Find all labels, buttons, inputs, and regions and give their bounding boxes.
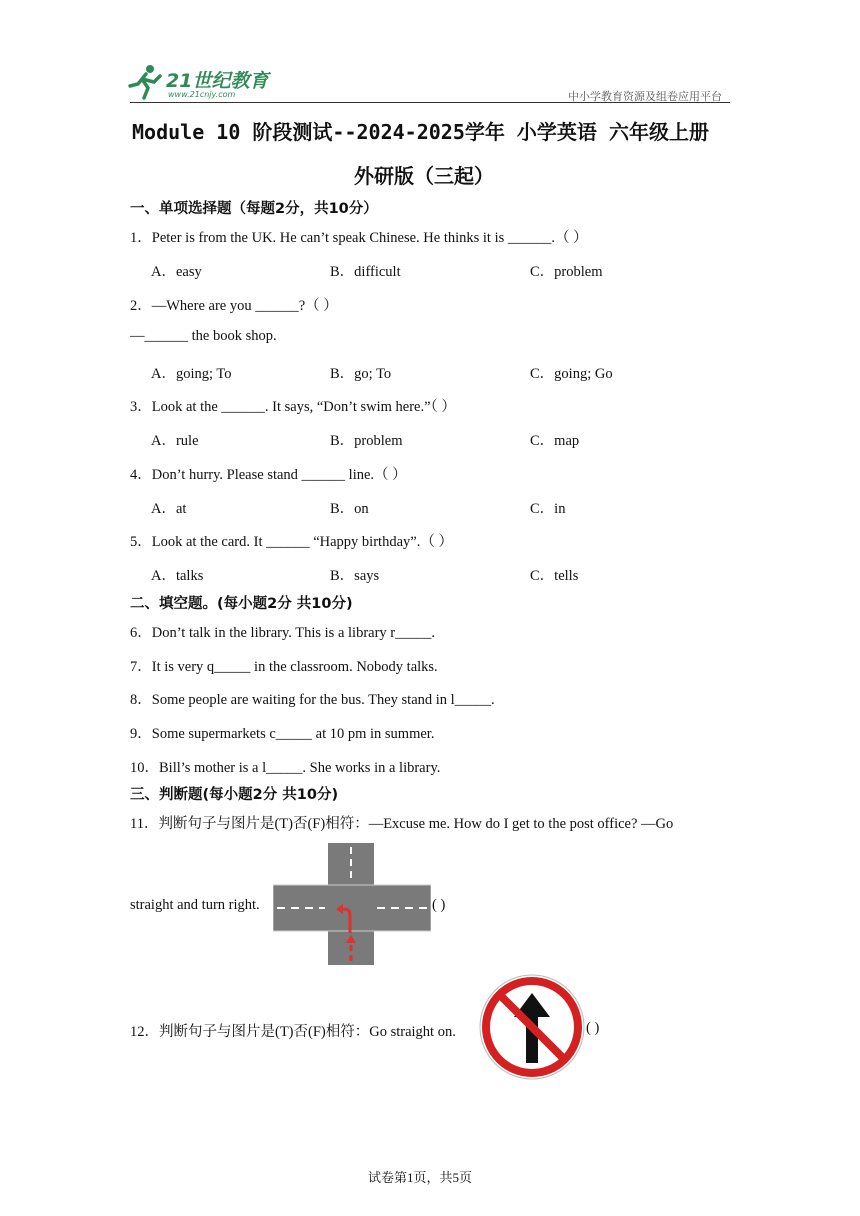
option-b: B．says [330,568,380,584]
question-stem: 12．判断句子与图片是(T)否(F)相符：Go straight on. [130,1024,456,1040]
question-stem: 11．判断句子与图片是(T)否(F)相符：—Excuse me. How do I get to the post office? —Go [130,816,674,832]
logo [128,64,268,104]
option-a: A．at [151,501,187,517]
answer-paren: ( ) [432,897,446,913]
option-b: B．difficult [330,264,401,280]
logo-url: www.21cnjy.com [168,90,236,99]
option-c: C．in [530,501,566,517]
logo-text: 21世纪教育 [166,70,269,92]
option-c: C．map [530,433,580,449]
option-a: A．easy [151,264,202,280]
option-b: B．on [330,501,369,517]
option-c: C．tells [530,568,579,584]
question-stem: 7．It is very q_____ in the classroom. Nobody talks. [130,659,438,675]
answer-paren: ( ) [586,1020,600,1036]
option-b: B．go; To [330,366,392,382]
question-stem: 10．Bill’s mother is a l_____. She works in a library. [130,760,441,776]
section-heading: 三、判断题(每小题2分 共10分) [130,787,339,803]
no-straight-sign-icon [478,973,586,1081]
page-title: Module 10 阶段测试--2024-2025学年 小学英语 六年级上册 [132,120,709,144]
question-stem: 4．Don’t hurry. Please stand ______ line.（ ） [130,467,407,483]
option-c: C．going; Go [530,366,613,382]
tagline: 中小学教育资源及组卷应用平台 [568,90,722,103]
section-heading: 一、单项选择题（每题2分，共10分） [130,201,378,217]
question-stem-line2: —______ the book shop. [130,328,277,344]
option-a: A．going; To [151,366,232,382]
section-heading: 二、填空题。(每小题2分 共10分) [130,596,353,612]
question-stem: 3．Look at the ______. It says, “Don’t swim here.”（ ） [130,399,456,415]
page-subtitle: 外研版（三起） [354,164,494,188]
question-stem: 5．Look at the card. It ______ “Happy birthday”.（ ） [130,534,453,550]
option-b: B．problem [330,433,403,449]
header-rule [130,102,730,103]
question-stem: 6．Don’t talk in the library. This is a library r_____. [130,625,435,641]
option-a: A．talks [151,568,204,584]
question-stem: 1．Peter is from the UK. He can’t speak Chinese. He thinks it is ______.（ ） [130,230,588,246]
crossroad-image [273,843,431,965]
question-stem-line2: straight and turn right. [130,897,260,913]
option-a: A．rule [151,433,199,449]
question-stem: 8．Some people are waiting for the bus. They stand in l_____. [130,692,495,708]
page-footer: 试卷第1页，共5页 [368,1170,473,1185]
question-stem: 2．—Where are you ______?（ ） [130,298,338,314]
question-stem: 9．Some supermarkets c_____ at 10 pm in summer. [130,726,435,742]
runner-icon [128,64,162,100]
option-c: C．problem [530,264,603,280]
